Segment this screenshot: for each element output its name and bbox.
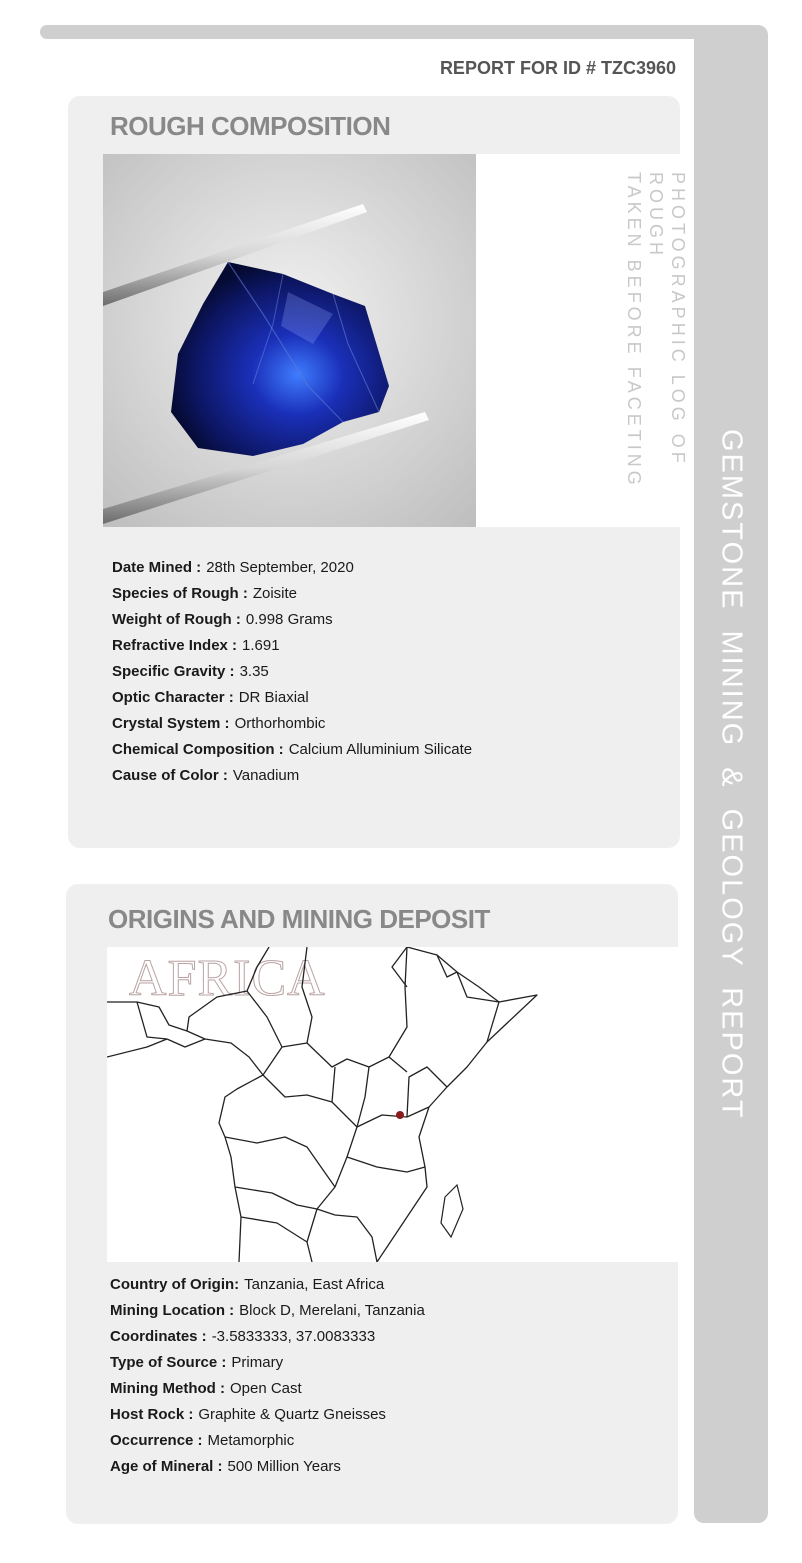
detail-row	[110, 1402, 670, 1428]
detail-value: DR Biaxial	[238, 689, 309, 706]
detail-label: Date Mined :	[112, 559, 202, 576]
detail-value: 500 Million Years	[227, 1458, 341, 1475]
side-title-container	[694, 25, 768, 1523]
detail-value: -3.5833333, 37.0083333	[211, 1328, 376, 1345]
detail-value: Tanzania, East Africa	[244, 1276, 385, 1293]
detail-row	[112, 633, 672, 659]
africa-map	[107, 947, 678, 1262]
detail-label: Chemical Composition :	[112, 741, 284, 758]
detail-row	[110, 1428, 670, 1454]
detail-label: Age of Mineral :	[110, 1458, 223, 1475]
detail-value: 3.35	[239, 663, 269, 680]
origins-details	[110, 1272, 670, 1480]
detail-row	[112, 711, 672, 737]
detail-row	[110, 1350, 670, 1376]
photo-area	[103, 154, 688, 527]
detail-value: 0.998 Grams	[245, 611, 333, 628]
origins-panel	[66, 884, 678, 1524]
detail-value: Orthorhombic	[234, 715, 326, 732]
detail-row	[110, 1272, 670, 1298]
map-label: AFRICA	[129, 950, 326, 1007]
detail-label: Mining Location :	[110, 1302, 235, 1319]
detail-label: Cause of Color :	[112, 767, 228, 784]
detail-label: Coordinates :	[110, 1328, 207, 1345]
detail-value: Vanadium	[232, 767, 300, 784]
rough-composition-panel	[68, 96, 688, 848]
detail-label: Species of Rough :	[112, 585, 248, 602]
detail-row	[112, 555, 672, 581]
detail-label: Optic Character :	[112, 689, 234, 706]
detail-row	[112, 685, 672, 711]
detail-label: Country of Origin:	[110, 1276, 240, 1293]
photo-caption-line-1: PHOTOGRAPHIC LOG OF ROUGH	[646, 172, 688, 467]
detail-label: Refractive Index :	[112, 637, 238, 654]
detail-row	[112, 581, 672, 607]
detail-row	[110, 1298, 670, 1324]
detail-value: 1.691	[242, 637, 280, 654]
detail-label: Mining Method :	[110, 1380, 225, 1397]
detail-value: 28th September, 2020	[206, 559, 354, 576]
detail-row	[110, 1376, 670, 1402]
detail-label: Crystal System :	[112, 715, 230, 732]
detail-row	[112, 659, 672, 685]
photo-caption-line-2: TAKEN BEFORE FACETING	[624, 172, 644, 489]
top-band	[40, 25, 730, 39]
detail-value: Block D, Merelani, Tanzania	[239, 1302, 425, 1319]
rough-stone-photo	[103, 154, 476, 527]
detail-row	[112, 763, 672, 789]
mine-location-marker	[396, 1111, 404, 1119]
detail-label: Type of Source :	[110, 1354, 227, 1371]
origins-title: ORIGINS AND MINING DEPOSIT	[108, 904, 490, 934]
detail-label: Occurrence :	[110, 1432, 203, 1449]
detail-row	[112, 737, 672, 763]
detail-label: Specific Gravity :	[112, 663, 235, 680]
detail-value: Zoisite	[252, 585, 298, 602]
photo-caption	[623, 172, 689, 512]
detail-label: Host Rock :	[110, 1406, 194, 1423]
rough-composition-title: ROUGH COMPOSITION	[110, 111, 391, 141]
detail-value: Primary	[231, 1354, 284, 1371]
detail-value: Metamorphic	[207, 1432, 295, 1449]
detail-value: Graphite & Quartz Gneisses	[198, 1406, 386, 1423]
detail-label: Weight of Rough :	[112, 611, 241, 628]
report-id: REPORT FOR ID # TZC3960	[439, 58, 676, 78]
side-title: GEMSTONE MINING & GEOLOGY REPORT	[715, 428, 748, 1120]
detail-row	[110, 1324, 670, 1350]
detail-row	[112, 607, 672, 633]
detail-value: Calcium Alluminium Silicate	[288, 741, 473, 758]
detail-row	[110, 1454, 670, 1480]
rough-details	[112, 555, 672, 789]
detail-value: Open Cast	[229, 1380, 302, 1397]
